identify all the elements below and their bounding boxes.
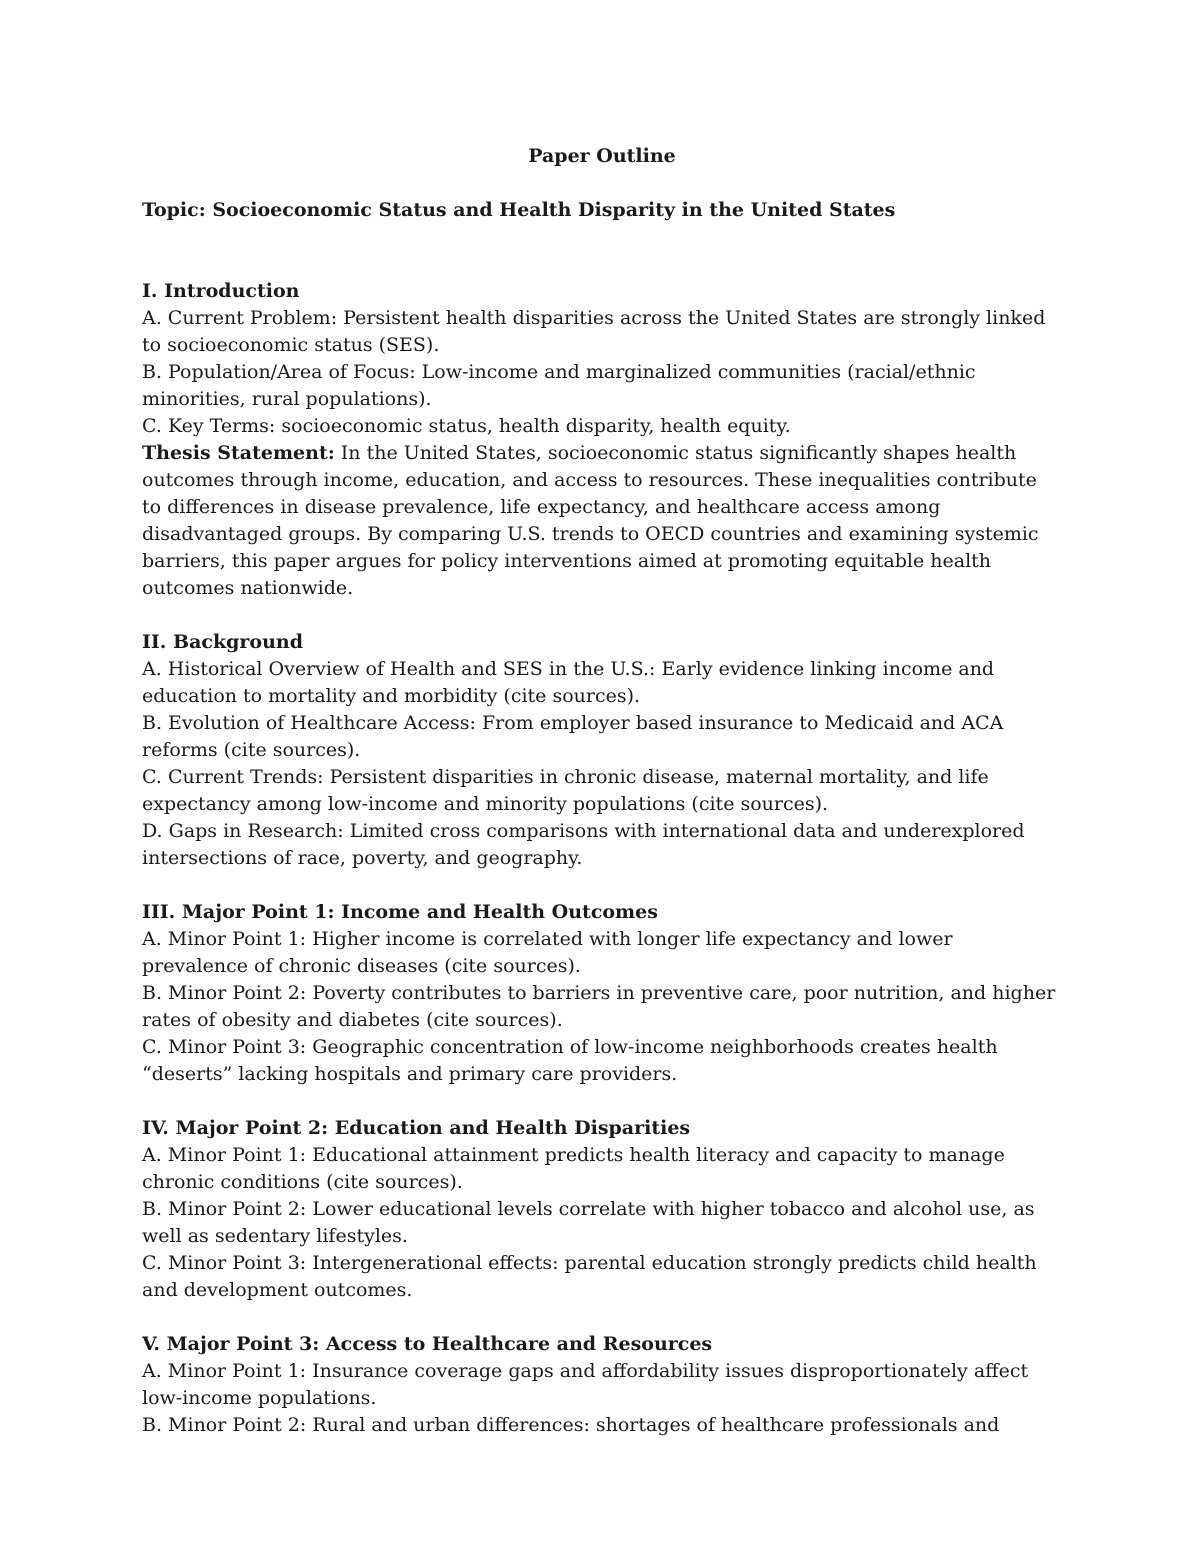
outline-item: C. Minor Point 3: Intergenerational effects: parental education strongly predicts child health and development outcomes. bbox=[142, 1252, 1037, 1301]
section-major-point-2 bbox=[142, 1115, 1062, 1304]
section-heading: I. Introduction bbox=[142, 280, 300, 302]
document-title: Paper Outline bbox=[528, 145, 676, 167]
outline-item: A. Current Problem: Persistent health disparities across the United States are strongly linked to socioeconomic status (SES). bbox=[142, 307, 1046, 356]
outline-item: B. Population/Area of Focus: Low-income and marginalized communities (racial/ethnic minorities, rural populations). bbox=[142, 361, 976, 410]
section-major-point-3 bbox=[142, 1331, 1062, 1439]
section-introduction bbox=[142, 278, 1062, 602]
thesis-label: Thesis Statement: bbox=[142, 442, 335, 464]
outline-item: A. Minor Point 1: Insurance coverage gaps and affordability issues disproportionately affect low-income populations. bbox=[142, 1360, 1029, 1409]
outline-item: B. Minor Point 2: Poverty contributes to barriers in preventive care, poor nutrition, and higher rates of obesity and diabetes (cite sources). bbox=[142, 982, 1056, 1031]
outline-item: A. Minor Point 1: Educational attainment predicts health literacy and capacity to manage chronic conditions (cite sources). bbox=[142, 1144, 1005, 1193]
outline-item: A. Historical Overview of Health and SES in the U.S.: Early evidence linking income and education to mortality and morbidity (cite sources). bbox=[142, 658, 995, 707]
outline-item: B. Minor Point 2: Rural and urban differences: shortages of healthcare professionals and bbox=[142, 1414, 1000, 1436]
document-page bbox=[142, 143, 1062, 1439]
outline-item: D. Gaps in Research: Limited cross comparisons with international data and underexplored intersections of race, poverty, and geography. bbox=[142, 820, 1025, 869]
thesis-text: In the United States, socioeconomic status significantly shapes health outcomes through income, education, and access to resources. These inequalities contribute to differences in disease prevalence, life expectancy, and healthcare access among disadvantaged groups. By comparing U.S. trends to OECD countries and examining systemic barriers, this paper argues for policy interventions aimed at promoting equitable health outcomes nationwide. bbox=[142, 442, 1039, 599]
outline-item: C. Minor Point 3: Geographic concentration of low-income neighborhoods creates health “deserts” lacking hospitals and primary care providers. bbox=[142, 1036, 998, 1085]
section-heading: II. Background bbox=[142, 631, 303, 653]
outline-item: C. Key Terms: socioeconomic status, health disparity, health equity. bbox=[142, 415, 791, 437]
outline-item: B. Evolution of Healthcare Access: From employer based insurance to Medicaid and ACA reforms (cite sources). bbox=[142, 712, 1004, 761]
thesis-statement bbox=[142, 440, 1062, 602]
section-background bbox=[142, 629, 1062, 872]
section-major-point-1 bbox=[142, 899, 1062, 1088]
outline-item: A. Minor Point 1: Higher income is correlated with longer life expectancy and lower prevalence of chronic diseases (cite sources). bbox=[142, 928, 953, 977]
outline-item: C. Current Trends: Persistent disparities in chronic disease, maternal mortality, and life expectancy among low-income and minority populations (cite sources). bbox=[142, 766, 989, 815]
document-topic: Topic: Socioeconomic Status and Health Disparity in the United States bbox=[142, 199, 896, 221]
section-heading: V. Major Point 3: Access to Healthcare and Resources bbox=[142, 1333, 713, 1355]
section-heading: IV. Major Point 2: Education and Health Disparities bbox=[142, 1117, 691, 1139]
outline-item: B. Minor Point 2: Lower educational levels correlate with higher tobacco and alcohol use, as well as sedentary lifestyles. bbox=[142, 1198, 1035, 1247]
section-heading: III. Major Point 1: Income and Health Outcomes bbox=[142, 901, 658, 923]
